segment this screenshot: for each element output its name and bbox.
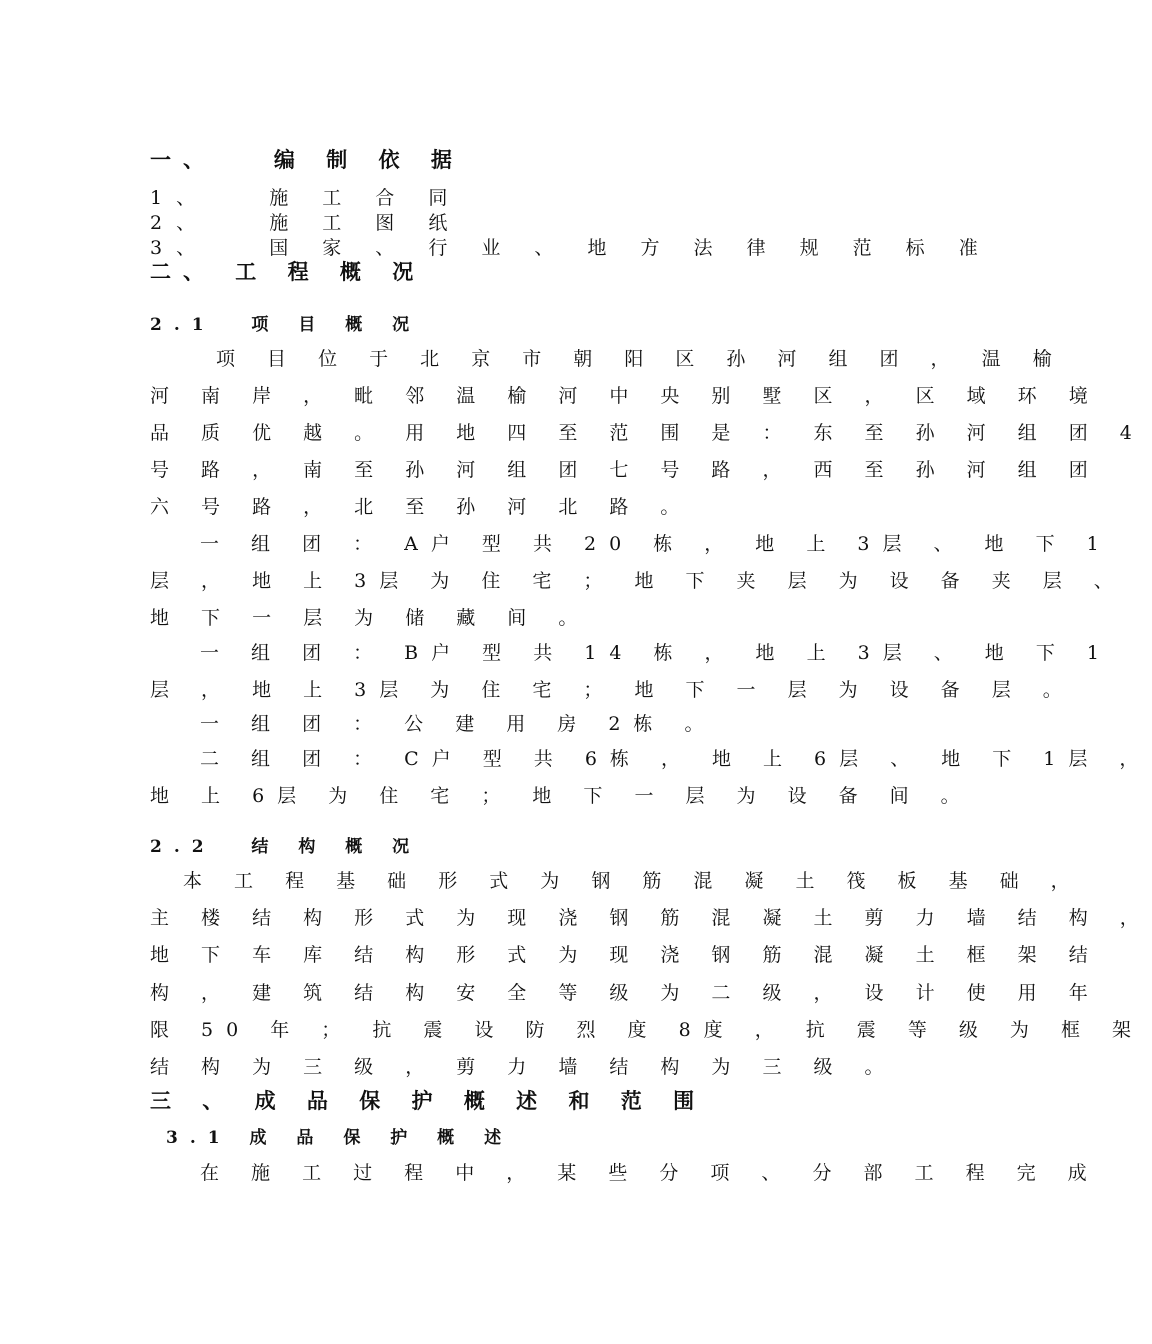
paragraph-line: 号 路 ， 南 至 孙 河 组 团 七 号 路 ， 西 至 孙 河 组 团 [150, 459, 1101, 481]
paragraph-line: 二 组 团 ： C户 型 共 6栋 ， 地 上 6层 、 地 下 1层 ， [200, 748, 1152, 770]
paragraph-line: 在 施 工 过 程 中 ， 某 些 分 项 、 分 部 工 程 完 成 [200, 1162, 1100, 1184]
paragraph-line: 主 楼 结 构 形 式 为 现 浇 钢 筋 混 凝 土 剪 力 墙 结 构 ， [150, 907, 1152, 929]
paragraph-line: 项 目 位 于 北 京 市 朝 阳 区 孙 河 组 团 ， 温 榆 [216, 348, 1065, 370]
list-item: 1、 施 工 合 同 [150, 187, 462, 209]
paragraph-line: 地 下 一 层 为 储 藏 间 。 [150, 607, 591, 629]
paragraph-line: 一 组 团 ： B户 型 共 14 栋 ， 地 上 3层 、 地 下 1 [200, 642, 1112, 664]
section-3-heading: 三 、 成 品 保 护 概 述 和 范 围 [150, 1088, 707, 1113]
paragraph-line: 层 ， 地 上 3层 为 住 宅 ； 地 下 夹 层 为 设 备 夹 层 、 [150, 570, 1126, 592]
subsection-2-2-heading: 2.2 结 构 概 况 [150, 837, 422, 857]
paragraph-line: 六 号 路 ， 北 至 孙 河 北 路 。 [150, 496, 693, 518]
list-item: 3、 国 家 、 行 业 、 地 方 法 律 规 范 标 准 [150, 237, 992, 259]
subsection-2-1-heading: 2.1 项 目 概 况 [150, 315, 422, 335]
paragraph-line: 地 上 6层 为 住 宅 ； 地 下 一 层 为 设 备 间 。 [150, 785, 973, 807]
paragraph-line: 一 组 团 ： 公 建 用 房 2栋 。 [200, 713, 717, 735]
paragraph-line: 品 质 优 越 。 用 地 四 至 范 围 是 ： 东 至 孙 河 组 团 4 [150, 422, 1145, 444]
list-item: 2、 施 工 图 纸 [150, 212, 462, 234]
paragraph-line: 河 南 岸 ， 毗 邻 温 榆 河 中 央 别 墅 区 ， 区 域 环 境 [150, 385, 1101, 407]
paragraph-line: 层 ， 地 上 3层 为 住 宅 ； 地 下 一 层 为 设 备 层 。 [150, 679, 1075, 701]
paragraph-line: 构 ， 建 筑 结 构 安 全 等 级 为 二 级 ， 设 计 使 用 年 [150, 982, 1101, 1004]
paragraph-line: 结 构 为 三 级 ， 剪 力 墙 结 构 为 三 级 。 [150, 1056, 897, 1078]
paragraph-line: 限 50 年 ； 抗 震 设 防 烈 度 8度 ， 抗 震 等 级 为 框 架 [150, 1019, 1144, 1041]
subsection-3-1-heading: 3.1 成 品 保 护 概 述 [166, 1128, 514, 1148]
paragraph-line: 本 工 程 基 础 形 式 为 钢 筋 混 凝 土 筏 板 基 础 ， [183, 870, 1083, 892]
section-1-heading: 一、 编 制 依 据 [150, 147, 464, 172]
paragraph-line: 一 组 团 ： A户 型 共 20 栋 ， 地 上 3层 、 地 下 1 [200, 533, 1112, 555]
paragraph-line: 地 下 车 库 结 构 形 式 为 现 浇 钢 筋 混 凝 土 框 架 结 [150, 944, 1101, 966]
section-2-heading: 二、 工 程 概 况 [150, 259, 426, 284]
